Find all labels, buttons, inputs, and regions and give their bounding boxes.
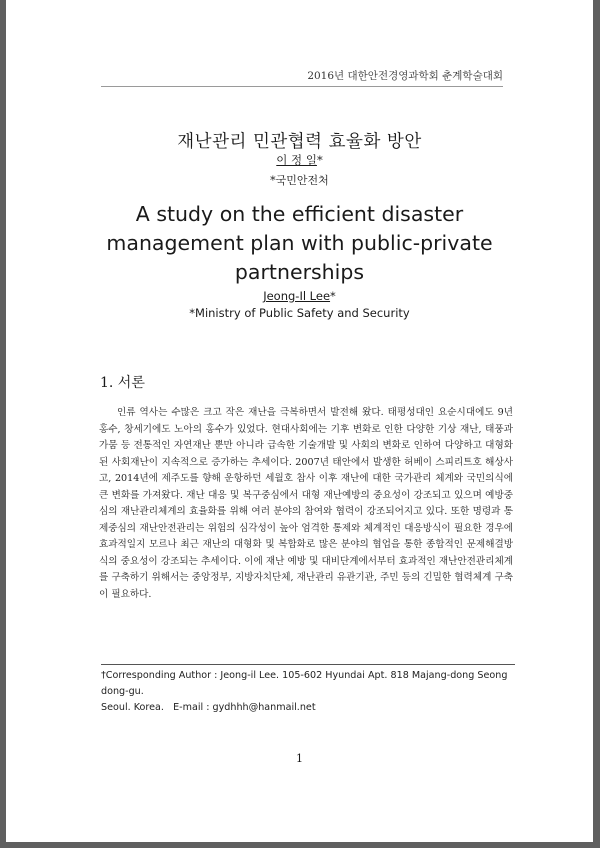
- english-title: A study on the efficient disaster management plan with public-private partnerships: [106, 202, 493, 284]
- english-affiliation: *Ministry of Public Safety and Security: [189, 306, 410, 320]
- page-number: 1: [296, 752, 303, 765]
- paper-page: [6, 0, 593, 842]
- english-author-mark: *: [330, 289, 336, 303]
- korean-author-name: 이 정 일: [276, 153, 317, 167]
- footnote-rule: [101, 664, 515, 665]
- english-author-name: Jeong-Il Lee: [263, 289, 331, 303]
- korean-author: [6, 152, 593, 168]
- section-body: 인류 역사는 수많은 크고 작은 재난을 극복하면서 발전해 왔다. 태평성대인 요순시대에도 9년 홍수, 창세기에도 노아의 홍수가 있었다. 현대사회에는 기후 변화로 인한 다양한 기상 재난, 태풍과 가뭄 등 전통적인 자연재난 뿐만 아니라 급속한 기술개발 및 사회의 변화로 인하여 다양하고 대형화된 사회재난이 지속적으로 증가하는 추세이다. 2007년 태안에서 발생한 허베이 스피리트호 해상사고, 2014년에 제주도를 향해 운항하던 세월호 참사 이후 재난에 대한 국가관리 체계와 국민의식에 큰 변화를 가져왔다. 재난 대응 및 복구중심에서 대형 재난예방의 중요성이 강조되고 있으며 예방중심의 재난관리체계의 효율화를 위해 여러 분야의 참여와 협력이 강조되어지고 있다. 또한 명령과 통제중심의 재난안전관리는 위험의 심각성이 높아 엄격한 통제와 체계적인 대응방식이 필요한 경우에 효과적일지 모르나 최근 재난의 대형화 및 복합화로 많은 분야의 협업을 통한 종합적인 문제해결방식의 중요성이 강조되는 추세이다. 이에 재난 예방 및 대비단계에서부터 효과적인 재난안전관리체계를 구축하기 위해서는 중앙정부, 지방자치단체, 재난관리 유관기관, 주민 등의 긴밀한 협력체계 구축이 필요하다.: [99, 407, 513, 600]
- footnote-line-2: Seoul. Korea. E-mail : gydhhh@hanmail.net: [101, 702, 316, 713]
- section-heading: 1. 서론: [100, 375, 145, 391]
- footnote-line-1: †Corresponding Author : Jeong-il Lee. 105-602 Hyundai Apt. 818 Majang-dong Seong dong-gu.: [101, 670, 508, 697]
- running-header: 2016년 대한안전경영과학회 춘계학술대회: [307, 70, 503, 82]
- header-rule: [101, 86, 503, 87]
- korean-title: 재난관리 민관협력 효율화 방안: [177, 132, 422, 152]
- footnote: [101, 668, 519, 716]
- korean-author-mark: *: [316, 153, 323, 167]
- english-author: [6, 289, 593, 303]
- korean-affiliation: *국민안전처: [270, 174, 329, 187]
